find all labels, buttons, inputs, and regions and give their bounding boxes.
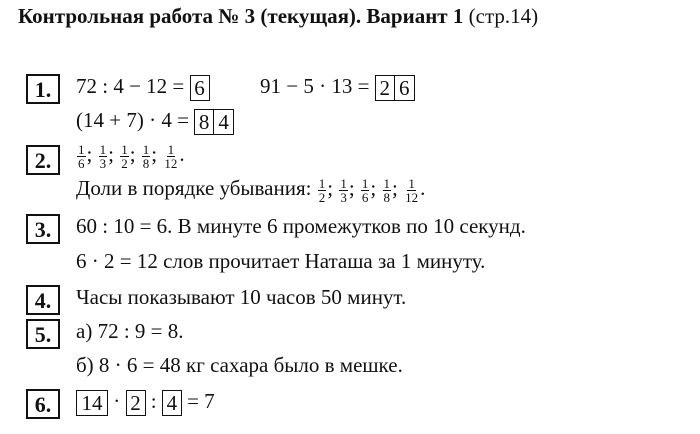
fraction: $\frac{1}{3}$ [340,175,347,205]
fraction: $\frac{1}{2}$ [121,141,128,171]
task-6-box-1: 14 [76,390,108,416]
fraction: $\frac{1}{6}$ [78,141,85,171]
task-2-order-label: Доли в порядке убывания: [76,176,312,200]
fraction: $\frac{1}{6}$ [361,175,369,205]
task-number-5: 5. [26,319,60,349]
task-6-op-2: : [150,389,157,413]
task-1-line-1 [76,74,415,101]
fraction: $\frac{1}{2}$ [318,175,326,205]
title-main: Контрольная работа № 3 (текущая). Вариант 1 [18,4,464,28]
task-1-answer-box-1: 6 [190,75,210,101]
answer-digit: 8 [194,109,214,135]
task-6-expression [76,389,215,416]
fraction: $\frac{1}{8}$ [383,175,390,205]
task-4-line-1: Часы показывают 10 часов 50 минут. [76,285,407,309]
answer-digit: 6 [395,75,415,101]
task-3-line-1: 60 : 10 = 6. В минуте 6 промежутков по 10 секунд. [76,214,526,238]
task-5-line-2: б) 8 · 6 = 48 кг сахара было в мешке. [76,353,403,377]
task-1-expr-3: (14 + 7) · 4 = [76,108,189,132]
task-6-result: = 7 [187,389,215,413]
task-3-line-2: 6 · 2 = 12 слов прочитает Наташа за 1 минуту. [76,249,486,273]
fraction: $\frac{1}{8}$ [142,141,150,171]
task-number-2: 2. [26,145,60,175]
task-number-3: 3. [26,214,60,244]
title-page-ref: (стр.14) [468,4,539,28]
task-1-answer-box-3 [194,109,234,135]
answer-digit: 2 [375,75,395,101]
fraction: $\frac{1}{3}$ [99,141,107,171]
task-number-1: 1. [26,74,60,104]
task-2-fractions: $\frac{1}{6}$ ; $\frac{1}{3}$ ; $\frac{1}{2}$ ; $\frac{1}{8}$ ; $\frac{1}{12}$ . [78,141,185,171]
task-6-box-2: 2 [126,390,146,416]
task-1-expr-2: 91 − 5 · 13 = [260,74,370,98]
task-1-line-2 [76,108,234,135]
task-1-answer-box-2 [375,75,415,101]
task-6-op-1: · [113,389,121,413]
task-2-ordered: Доли в порядке убывания: $\frac{1}{2}$ ; $\frac{1}{3}$ ; $\frac{1}{6}$ ; $\frac{1}{8}$ ; $\frac{1}{12}$ . [76,175,426,205]
task-number-6: 6. [26,389,60,419]
fraction: $\frac{1}{12}$ [405,175,419,205]
task-6-box-3: 4 [162,390,182,416]
task-1-expr-1: 72 : 4 − 12 = [76,74,185,98]
task-5-line-1: а) 72 : 9 = 8. [76,319,184,343]
page-title [18,4,538,29]
answer-digit: 4 [214,109,234,135]
fraction: $\frac{1}{12}$ [164,141,178,171]
task-number-4: 4. [26,285,60,315]
